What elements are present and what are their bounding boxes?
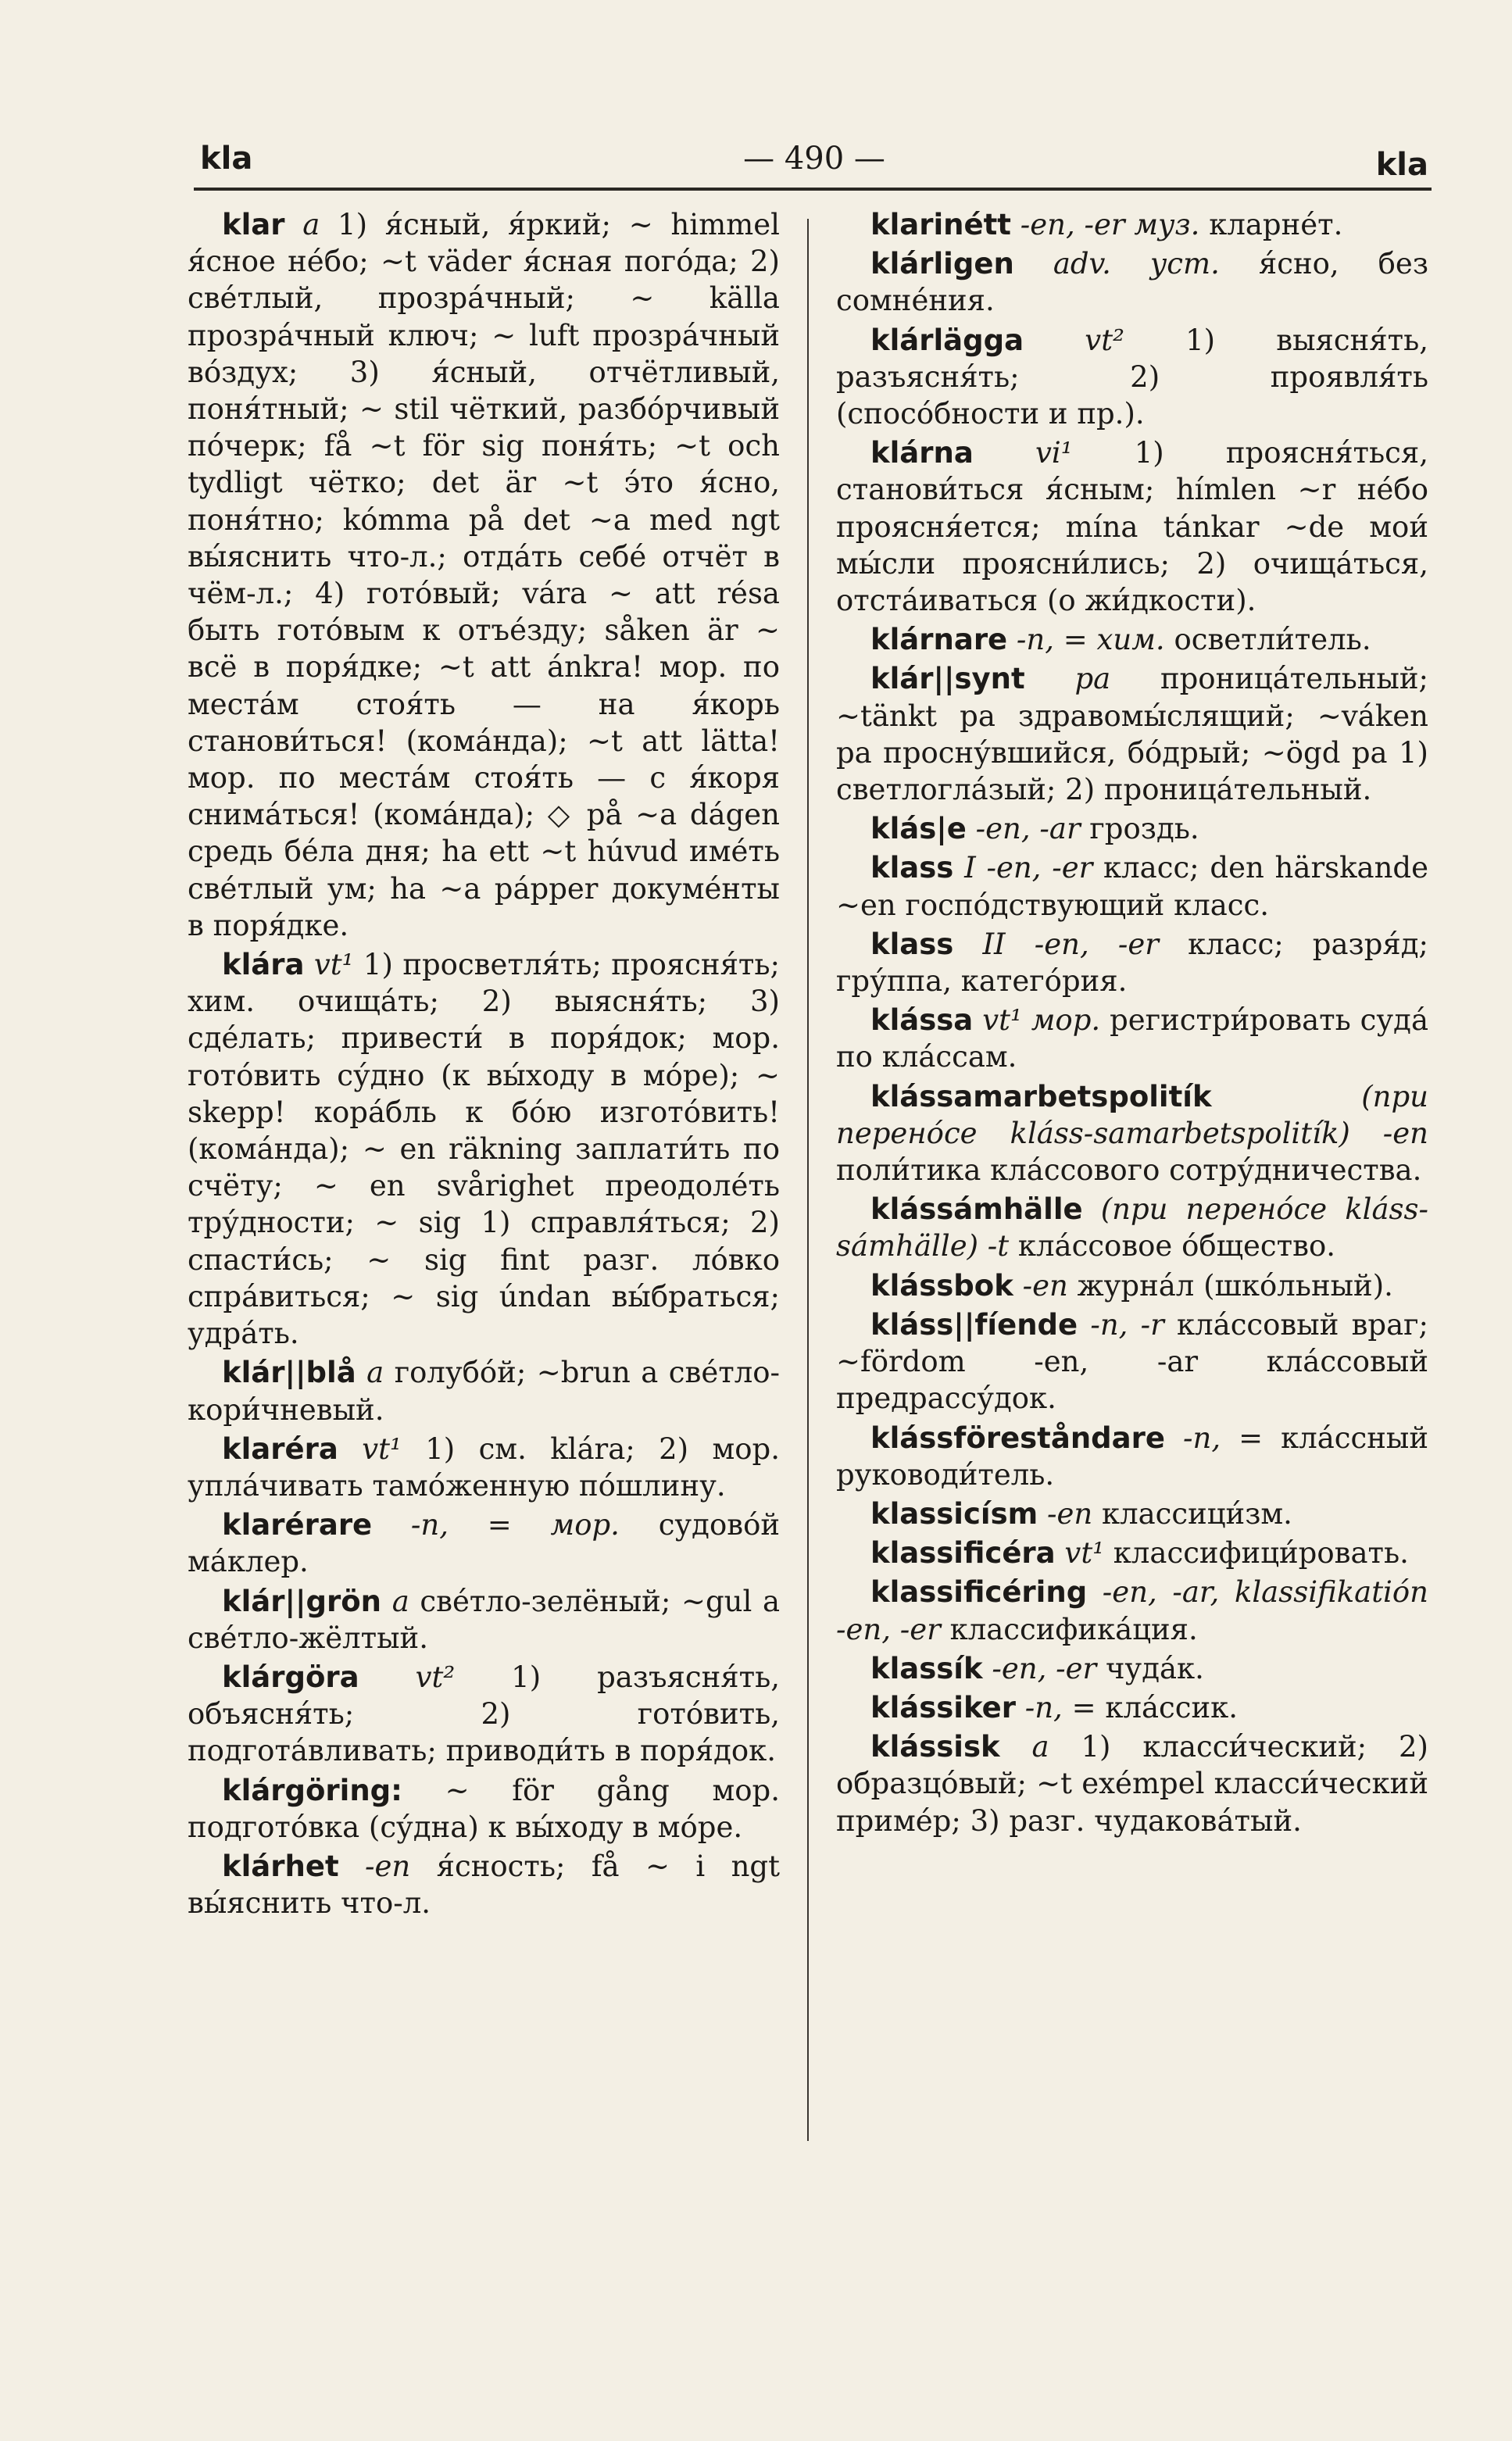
dictionary-entry bbox=[836, 1574, 1428, 1647]
dictionary-entry bbox=[188, 1354, 780, 1428]
entry-definition: кла́ссовое о́бщество. bbox=[1009, 1229, 1335, 1263]
entry-headword: klassificéra bbox=[870, 1536, 1056, 1571]
entry-definition: судово́й ма́клер. bbox=[188, 1508, 781, 1579]
entry-definition: кла́ссный руководи́тель. bbox=[836, 1421, 1429, 1492]
entry-definition: 1) разъясня́ть, объясня́ть; 2) гото́вить, подгота́вливать; приводи́ть в поря́док. bbox=[188, 1660, 781, 1768]
entry-grammar: vt¹ bbox=[313, 948, 354, 982]
entry-grammar: a bbox=[302, 208, 320, 241]
entry-headword: klarinétt bbox=[870, 208, 1011, 241]
dictionary-entry bbox=[836, 621, 1428, 658]
entry-headword: klassicísm bbox=[870, 1496, 1038, 1531]
entry-definition: 1) выясня́ть, разъясня́ть; 2) проявля́ть (спосо́бности и пр.). bbox=[836, 323, 1428, 431]
entry-headword: klássbok bbox=[870, 1268, 1013, 1303]
dictionary-entry bbox=[836, 926, 1428, 999]
dictionary-entry bbox=[188, 1431, 780, 1504]
entry-grammar: -en, -er муз. bbox=[1020, 208, 1200, 241]
entry-grammar: vt² bbox=[415, 1660, 456, 1694]
dictionary-entry bbox=[188, 1583, 780, 1657]
entry-grammar: -n, = bbox=[1024, 1690, 1096, 1724]
entry-headword: klar bbox=[222, 208, 285, 241]
entry-headword: klárnare bbox=[870, 623, 1008, 657]
page-header bbox=[200, 138, 1428, 184]
entry-definition: кларне́т. bbox=[1199, 208, 1343, 241]
entry-headword: klarérare bbox=[222, 1508, 373, 1542]
entry-definition: 1) см. klára; 2) мор. упла́чивать тамо́женную по́шлину. bbox=[188, 1431, 780, 1503]
entry-grammar: -n, = мор. bbox=[410, 1508, 620, 1542]
entry-headword: klára bbox=[222, 948, 305, 982]
entry-grammar: vt¹ мор. bbox=[982, 1003, 1101, 1038]
entry-headword: klassificéring bbox=[870, 1575, 1088, 1610]
entry-grammar: pa bbox=[1074, 662, 1111, 696]
right-column bbox=[836, 206, 1428, 1842]
entry-headword: klássamarbetspolitík bbox=[870, 1079, 1212, 1113]
entry-headword: klár||blå bbox=[222, 1356, 356, 1390]
entry-grammar: a bbox=[1031, 1730, 1049, 1764]
entry-grammar: -en, -ar, klassifikatión -en, -er bbox=[836, 1575, 1428, 1646]
entry-headword: klárhet bbox=[222, 1849, 339, 1883]
dictionary-entry bbox=[188, 1848, 780, 1921]
entry-headword: klárna bbox=[870, 436, 974, 470]
entry-grammar: a bbox=[366, 1356, 384, 1390]
entry-headword: klássföreståndare bbox=[870, 1421, 1165, 1455]
dictionary-entry bbox=[836, 1728, 1428, 1839]
entry-headword: klaréra bbox=[222, 1431, 338, 1466]
entry-grammar: vt¹ bbox=[1064, 1536, 1105, 1571]
page-number: — 490 — bbox=[743, 141, 885, 177]
entry-headword: klass bbox=[870, 927, 954, 961]
dictionary-entry bbox=[836, 849, 1428, 923]
dictionary-entry bbox=[836, 1420, 1428, 1493]
dictionary-entry bbox=[188, 946, 780, 1352]
entry-definition: 1) проясня́ться, станови́ться я́сным; hímlen ~r не́бо проясня́ется; mína tánkar ~de мои́ мы́сли проясни́лись; 2) очища́ться, отста́иваться (о жи́дкости). bbox=[836, 436, 1428, 618]
entry-grammar: (при перено́се kláss-samarbetspolitík) -en bbox=[836, 1079, 1428, 1150]
entry-definition: регистри́ровать суда́ по кла́ссам. bbox=[836, 1003, 1429, 1074]
entry-headword: klass bbox=[870, 851, 954, 885]
entry-definition: осветли́тель. bbox=[1164, 623, 1371, 657]
dictionary-entry bbox=[836, 1267, 1428, 1304]
entry-grammar: vi¹ bbox=[1035, 436, 1073, 470]
entry-headword: klássa bbox=[870, 1003, 974, 1038]
dictionary-entry bbox=[836, 434, 1428, 619]
column-divider bbox=[807, 219, 809, 2141]
entry-headword: klássámhälle bbox=[870, 1192, 1083, 1227]
dictionary-entry bbox=[836, 1078, 1428, 1189]
entry-grammar: -en bbox=[1046, 1496, 1093, 1531]
entry-headword: klassík bbox=[870, 1651, 983, 1685]
entry-grammar: vt¹ bbox=[362, 1431, 402, 1466]
dictionary-entry bbox=[836, 245, 1428, 319]
entry-grammar: vt² bbox=[1085, 323, 1124, 357]
entry-definition: 1) я́сный, я́ркий; ~ himmel я́сное не́бо; ~t väder я́сная пого́да; 2) све́тлый, прозра́чный; ~ källa прозра́чный ключ; ~ luft прозра́чный во́здух; 3) я́сный, отчётливый, поня́тный; ~ stil чёткий, разбо́рчивый по́черк; få ~t för sig поня́ть; ~t och tydligt чётко; det är ~t э́то я́сно, поня́тно; kómma på det ~a med ngt вы́яснить что-л.; отда́ть себе́ отчёт в чём-л.; 4) гото́вый; vára ~ att résa быть гото́вым к отъе́зду; såken är ~ всё в поря́дке; ~t att ánkra! мор. по места́м стоя́ть — на я́корь станови́ться! (кома́нда); ~t att lätta! мор. по места́м стоя́ть — с я́коря снима́ться! (кома́нда); ◇ på ~a dágen средь бе́ла дня; ha ett ~t húvud име́ть све́тлый ум; ha ~a pápper докуме́нты в поря́дке. bbox=[188, 208, 780, 942]
entry-grammar: a bbox=[391, 1584, 409, 1618]
dictionary-entry bbox=[836, 322, 1428, 433]
entry-grammar: II -en, -er bbox=[982, 927, 1159, 961]
entry-headword: klár||grön bbox=[222, 1584, 382, 1618]
dictionary-entry bbox=[836, 1191, 1428, 1264]
entry-definition: ~ för gång мор. подгото́вка (су́дна) к вы́ходу в мо́ре. bbox=[188, 1773, 780, 1844]
dictionary-entry bbox=[188, 1506, 780, 1580]
entry-headword: kláss||fíende bbox=[870, 1307, 1078, 1342]
entry-headword: klárligen bbox=[870, 247, 1014, 281]
entry-headword: klás|e bbox=[870, 812, 967, 846]
entry-grammar: adv. уст. bbox=[1053, 247, 1220, 281]
entry-headword: klár||synt bbox=[870, 662, 1025, 696]
entry-definition: поли́тика кла́ссового сотру́дничества. bbox=[836, 1153, 1422, 1188]
dictionary-entry bbox=[836, 1535, 1428, 1571]
entry-definition: я́сно, без сомне́ния. bbox=[836, 247, 1429, 318]
entry-definition: све́тло-зелёный; ~gul a све́тло-жёлтый. bbox=[188, 1584, 781, 1655]
entry-headword: klárgöra bbox=[222, 1660, 359, 1694]
dictionary-entry bbox=[188, 1659, 780, 1770]
entry-headword: klárlägga bbox=[870, 323, 1024, 357]
dictionary-entry bbox=[836, 660, 1428, 808]
left-guide-word: kla bbox=[200, 141, 253, 177]
entry-headword: klássiker bbox=[870, 1690, 1016, 1724]
right-guide-word: kla bbox=[1375, 147, 1428, 183]
dictionary-entry bbox=[188, 206, 780, 944]
entry-grammar: -en bbox=[365, 1849, 411, 1883]
entry-definition: я́сность; få ~ i ngt вы́яснить что-л. bbox=[188, 1849, 780, 1921]
dictionary-entry bbox=[836, 1002, 1428, 1075]
dictionary-entry bbox=[836, 810, 1428, 847]
dictionary-entry bbox=[836, 1496, 1428, 1532]
entry-definition: класс; разря́д; гру́ппа, катего́рия. bbox=[836, 927, 1428, 999]
dictionary-entry bbox=[188, 1772, 780, 1846]
entry-definition: классифици́ровать. bbox=[1104, 1536, 1409, 1571]
entry-grammar: -en, -er bbox=[992, 1651, 1097, 1685]
dictionary-entry bbox=[836, 1306, 1428, 1417]
dictionary-entry bbox=[836, 1650, 1428, 1687]
entry-definition: классифика́ция. bbox=[940, 1612, 1198, 1646]
dictionary-entry bbox=[836, 1689, 1428, 1726]
entry-definition: 1) класси́ческий; 2) образцо́вый; ~t exémpel класси́ческий приме́р; 3) разг. чудакова́тый. bbox=[836, 1730, 1428, 1838]
entry-grammar: (при перено́се kláss-sámhälle) -t bbox=[836, 1192, 1428, 1263]
left-column bbox=[188, 206, 780, 1924]
entry-definition: голубо́й; ~brun a све́тло-кори́чневый. bbox=[188, 1356, 781, 1427]
entry-grammar: -en, -ar bbox=[975, 812, 1081, 846]
entry-headword: klássisk bbox=[870, 1730, 1000, 1764]
entry-definition: кла́ссик. bbox=[1096, 1690, 1239, 1724]
entry-definition: кла́ссовый враг; ~fördom -en, -ar кла́ссовый предрассу́док. bbox=[836, 1307, 1428, 1416]
header-rule bbox=[194, 188, 1432, 191]
entry-definition: класс; den härskande ~en госпо́дствующий класс. bbox=[836, 851, 1429, 922]
entry-grammar: -n, = хим. bbox=[1016, 623, 1165, 657]
entry-definition: гроздь. bbox=[1080, 812, 1199, 846]
dictionary-entry bbox=[836, 206, 1428, 243]
entry-definition: журна́л (шко́льный). bbox=[1067, 1268, 1393, 1303]
entry-definition: классици́зм. bbox=[1092, 1496, 1292, 1531]
entry-grammar: -n, -r bbox=[1090, 1307, 1164, 1342]
entry-headword: klárgöring: bbox=[222, 1773, 402, 1807]
entry-grammar: I -en, -er bbox=[964, 851, 1093, 885]
entry-definition: чуда́к. bbox=[1096, 1651, 1204, 1685]
entry-definition: 1) просветля́ть; проясня́ть; хим. очища́ть; 2) выясня́ть; 3) сде́лать; привести́ в поря́док; мор. гото́вить су́дно (к вы́ходу в мо́ре); ~ skepp! кора́бль к бо́ю изгото́вить! (кома́нда); ~ en räkning заплати́ть по счёту; ~ en svårighet преодоле́ть тру́дности; ~ sig 1) справля́ться; 2) спасти́сь; ~ sig fint разг. ло́вко спра́виться; ~ sig úndan вы́браться; удра́ть. bbox=[188, 948, 780, 1351]
entry-definition: проница́тельный; ~tänkt pa здравомы́слящий; ~váken pa просну́вшийся, бо́дрый; ~ögd pa 1) светлогла́зый; 2) проница́тельный. bbox=[836, 662, 1428, 807]
entry-grammar: -en bbox=[1022, 1268, 1068, 1303]
entry-grammar: -n, = bbox=[1183, 1421, 1264, 1455]
